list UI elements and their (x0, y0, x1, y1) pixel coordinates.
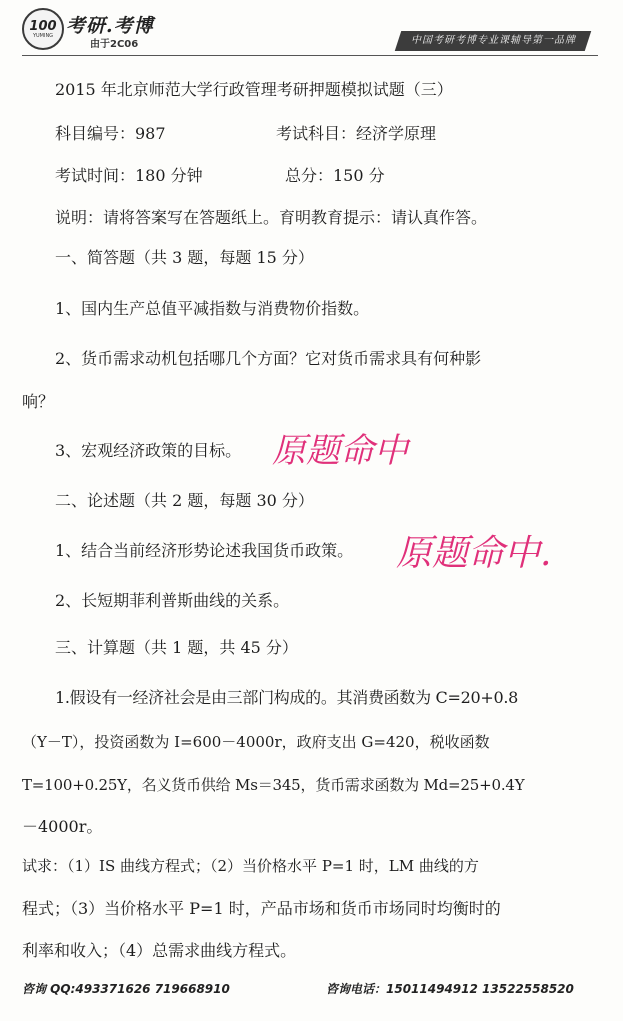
handwritten-note: 原题命中 (272, 431, 408, 471)
question-prompt: 试求：（1）IS 曲线方程式；（2）当价格水平 P=1 时，LM 曲线的方 (22, 857, 479, 875)
total-score: 总分：150 分 (285, 166, 385, 185)
logo-subtext: YUMING (32, 32, 54, 39)
question-text: 1、国内生产总值平减指数与消费物价指数。 (55, 299, 370, 318)
question-text: 2、货币需求动机包括哪几个方面？它对货币需求具有何种影 (55, 349, 482, 368)
question-text: 2、长短期菲利普斯曲线的关系。 (55, 591, 290, 610)
subject-name: 考试科目：经济学原理 (276, 124, 437, 143)
exam-time: 考试时间：180 分钟 (55, 166, 203, 185)
question-text-continued: 响？ (22, 392, 55, 411)
question-prompt: 程式；（3）当价格水平 P=1 时，产品市场和货币市场同时均衡时的 (22, 899, 501, 918)
instructions: 说明：请将答案写在答题纸上。育明教育提示：请认真作答。 (55, 208, 488, 227)
footer-phone: 咨询电话：15011494912 13522558520 (326, 982, 574, 996)
slogan-text: 中国考研考博专业课辅导第一品牌 (410, 35, 576, 46)
section-heading: 一、简答题（共 3 题，每题 15 分） (55, 248, 314, 267)
question-text: 3、宏观经济政策的目标。 (55, 441, 242, 460)
section-heading: 二、论述题（共 2 题，每题 30 分） (55, 491, 314, 510)
handwritten-note: 原题命中. (396, 533, 552, 574)
header-divider (22, 55, 598, 56)
question-prompt: 利率和收入；（4）总需求曲线方程式。 (22, 941, 297, 960)
question-text-continued: －4000r。 (22, 817, 103, 836)
logo-icon (22, 8, 64, 50)
subject-code: 科目编号：987 (55, 124, 166, 143)
slogan-banner (395, 31, 591, 51)
logo-number: 100 (29, 18, 57, 34)
question-text-continued: （Y－T），投资函数为 I=600－4000r，政府支出 G=420，税收函数 (22, 733, 490, 751)
question-text: 1.假设有一经济社会是由三部门构成的。其消费函数为 C=20+0.8 (55, 688, 519, 707)
question-text: 1、结合当前经济形势论述我国货币政策。 (55, 541, 354, 560)
footer-qq: 咨询 QQ:493371626 719668910 (22, 982, 230, 996)
section-heading: 三、计算题（共 1 题，共 45 分） (55, 638, 298, 657)
brand-subtitle: 由于2C06 (90, 39, 139, 50)
brand-name: 考研.考博 (66, 15, 154, 37)
document-title: 2015 年北京师范大学行政管理考研押题模拟试题（三） (55, 80, 453, 99)
page-header (0, 0, 623, 58)
question-text-continued: T=100+0.25Y，名义货币供给 Ms＝345，货币需求函数为 Md=25+0.4Y (22, 776, 525, 794)
